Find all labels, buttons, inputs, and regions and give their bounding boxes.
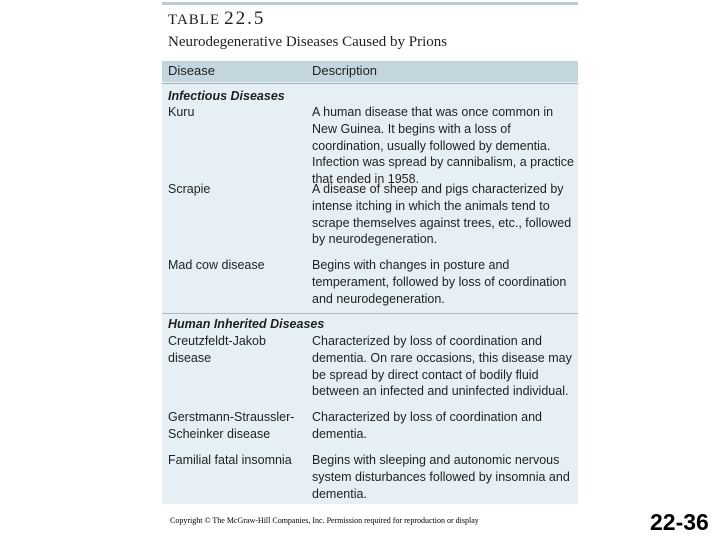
table-number: 22.5 <box>224 8 266 29</box>
table-title-band <box>162 0 578 61</box>
table-title: Neurodegenerative Diseases Caused by Prions <box>168 34 448 50</box>
top-rule <box>162 2 578 5</box>
header-rule <box>162 83 578 84</box>
disease-kuru: Kuru <box>168 105 195 119</box>
column-header-description: Description <box>312 63 378 78</box>
table-label <box>168 8 265 30</box>
disease-cjd: Creutzfeldt-Jakob disease <box>168 334 266 365</box>
disease-ffi: Familial fatal insomnia <box>168 453 292 467</box>
section-heading-inherited: Human Inherited Diseases <box>168 317 325 331</box>
disease-gss: Gerstmann-Straussler-Scheinker disease <box>168 410 295 441</box>
table-header-row <box>162 61 578 82</box>
description-scrapie: A disease of sheep and pigs characterized by intense itching in which the animals tend to scrape themselves against trees, etc., followed by neurodegeneration. <box>312 182 572 247</box>
column-header-disease: Disease <box>168 63 215 78</box>
description-kuru: A human disease that was once common in New Guinea. It begins with a loss of coordination, usually followed by dementia. Infection was spread by cannibalism, a practice that ended in 1958. <box>312 105 574 187</box>
disease-scrapie: Scrapie <box>168 182 211 196</box>
disease-mad-cow: Mad cow disease <box>168 258 265 272</box>
table-panel <box>162 0 578 504</box>
description-ffi: Begins with sleeping and autonomic nervous system disturbances followed by insomnia and dementia. <box>312 453 570 501</box>
table-label-word: TABLE <box>168 12 221 28</box>
section-divider <box>162 313 578 314</box>
description-mad-cow: Begins with changes in posture and temperament, followed by loss of coordination and neurodegeneration. <box>312 258 567 306</box>
slide-number: 22-36 <box>650 509 709 535</box>
copyright-notice: Copyright © The McGraw-Hill Companies, Inc. Permission required for reproduction or display <box>170 516 479 525</box>
section-heading-infectious: Infectious Diseases <box>168 89 285 103</box>
description-cjd: Characterized by loss of coordination and dementia. On rare occasions, this disease may be spread by direct contact of bodily fluid between an infected and uninfected individual. <box>312 334 572 399</box>
description-gss: Characterized by loss of coordination and dementia. <box>312 410 542 441</box>
